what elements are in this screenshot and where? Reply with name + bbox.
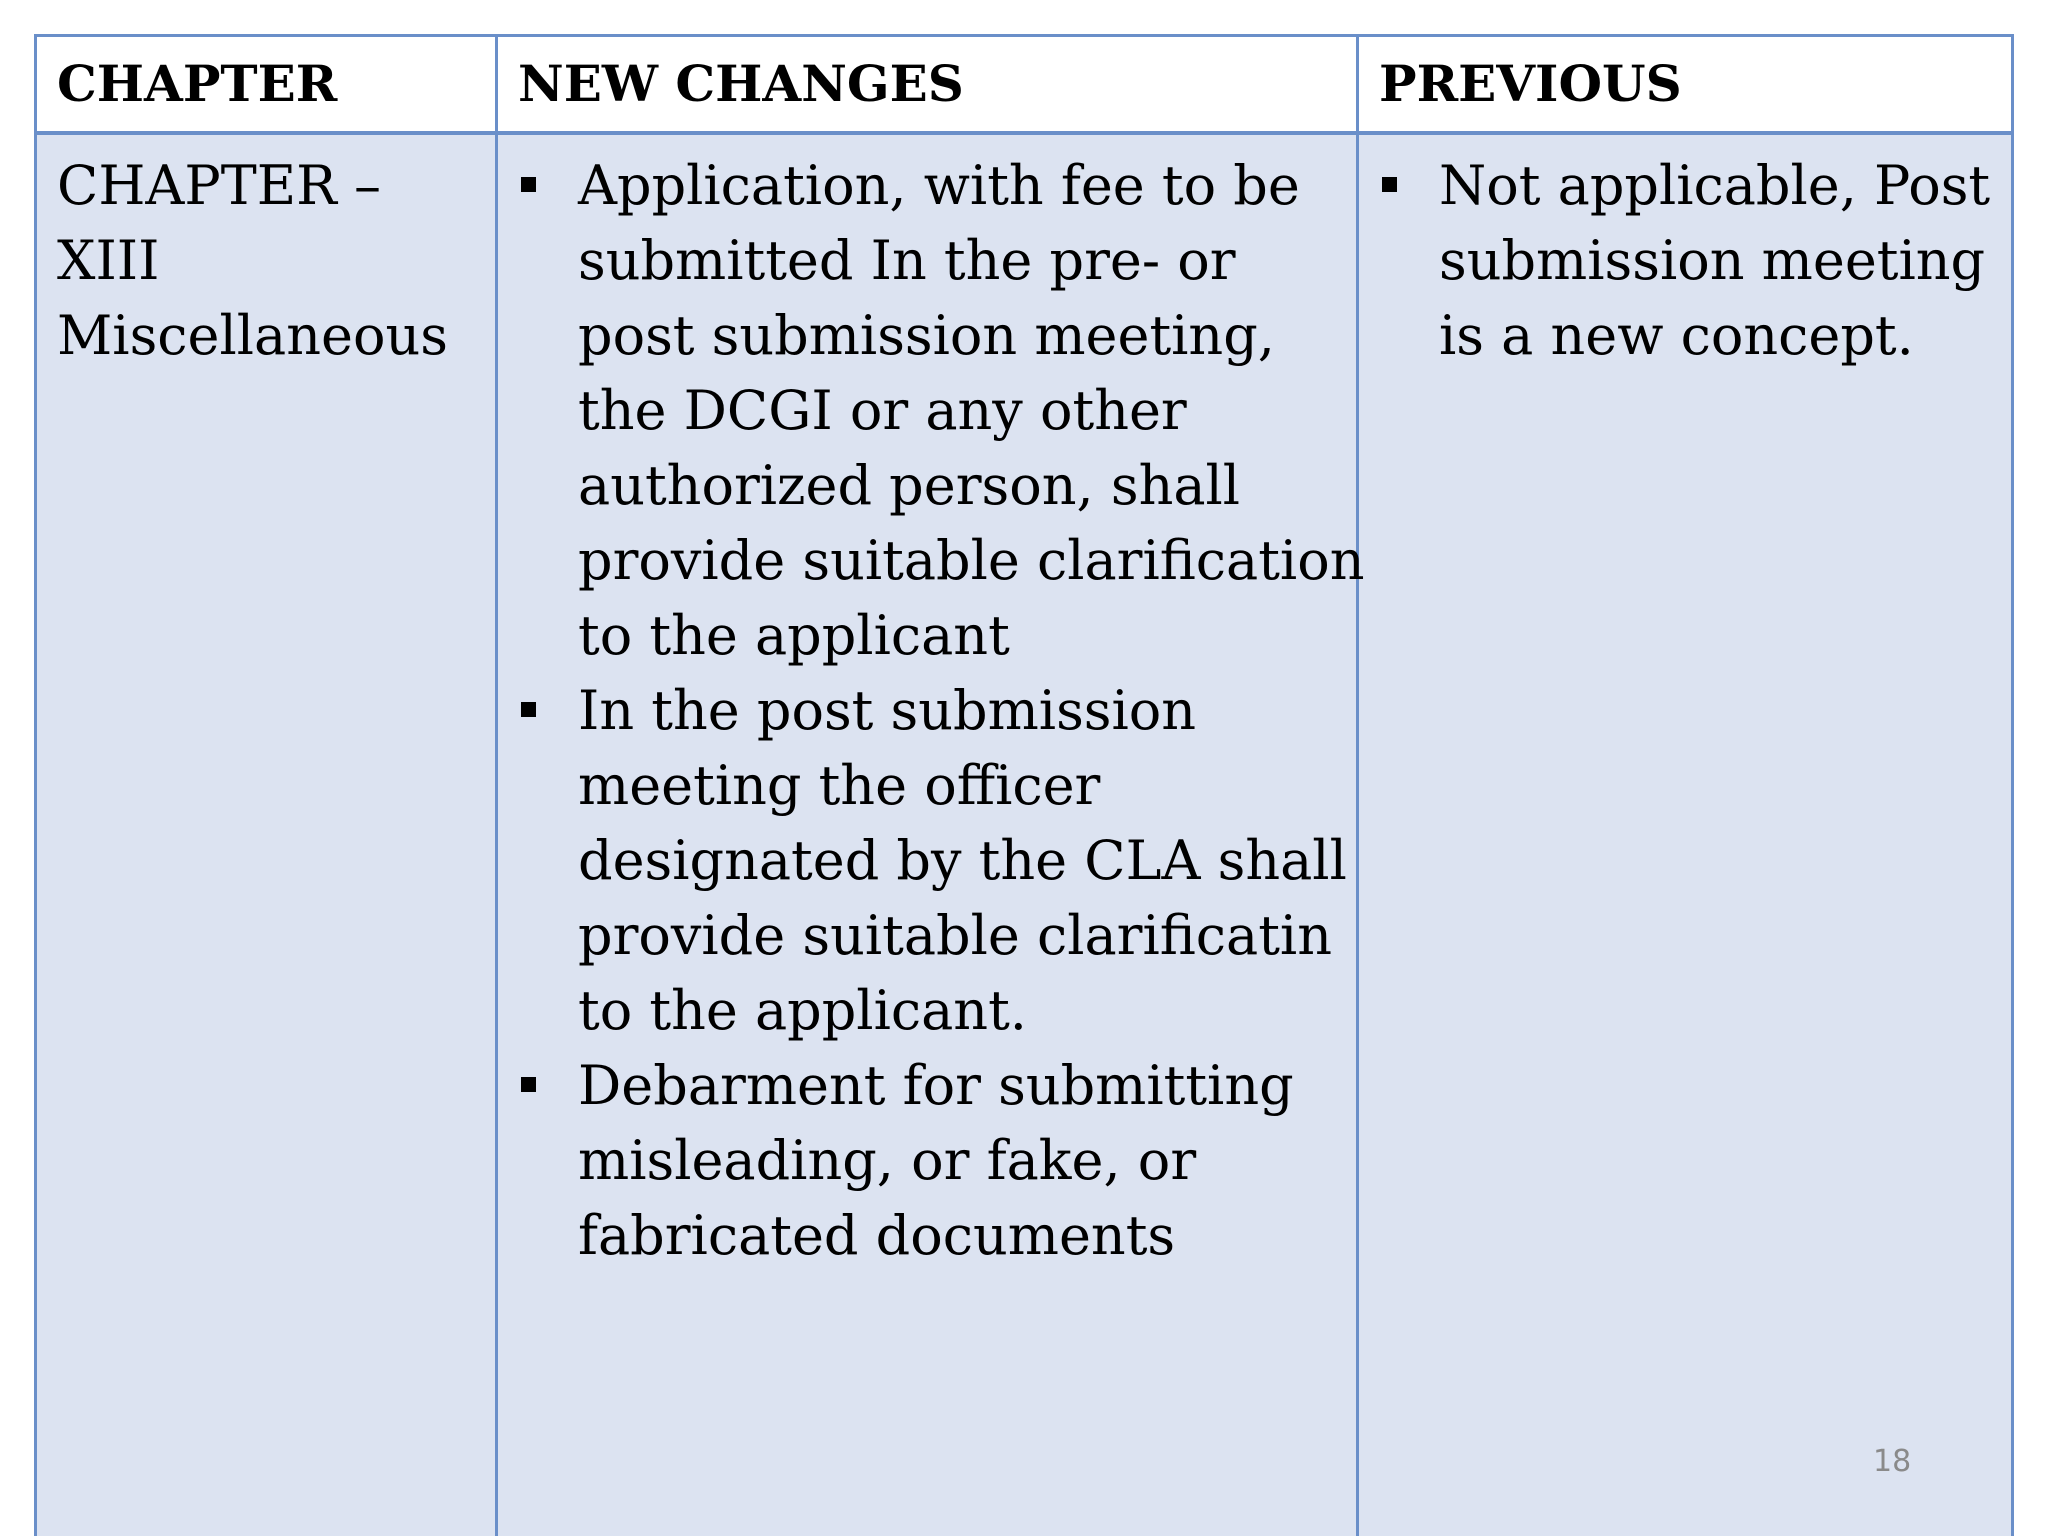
previous-list bbox=[1379, 148, 2019, 373]
header-chapter: CHAPTER bbox=[57, 54, 338, 113]
table-header-row bbox=[37, 37, 2011, 135]
list-item bbox=[1379, 148, 2019, 373]
list-item bbox=[518, 673, 1368, 1048]
list-item-text: Debarment for submitting misleading, or fake, or fabricated documents bbox=[578, 1054, 1294, 1267]
page-number: 18 bbox=[1873, 1444, 1912, 1479]
list-item-text: In the post submission meeting the officer designated by the CLA shall provide suitable clarificatin to the applicant. bbox=[578, 679, 1347, 1042]
header-new-changes: NEW CHANGES bbox=[518, 54, 964, 113]
chapter-line: XIII bbox=[57, 229, 160, 292]
header-previous: PREVIOUS bbox=[1379, 54, 1682, 113]
cell-previous bbox=[1379, 148, 2019, 373]
list-item-text: Not applicable, Post submission meeting is a new concept. bbox=[1439, 154, 1991, 367]
cell-chapter bbox=[57, 148, 487, 373]
square-bullet-icon bbox=[1382, 177, 1397, 192]
comparison-table bbox=[34, 34, 2014, 1536]
column-divider bbox=[495, 37, 498, 1536]
list-item bbox=[518, 1048, 1368, 1273]
new-changes-list bbox=[518, 148, 1368, 1273]
list-item bbox=[518, 148, 1368, 673]
list-item-text: Application, with fee to be submitted In the pre- or post submission meeting, the DCGI or any other authorized person, shall provide suitable clarification to the applicant bbox=[578, 154, 1365, 667]
square-bullet-icon bbox=[521, 1077, 536, 1092]
chapter-line: Miscellaneous bbox=[57, 304, 448, 367]
square-bullet-icon bbox=[521, 702, 536, 717]
cell-new-changes bbox=[518, 148, 1368, 1273]
square-bullet-icon bbox=[521, 177, 536, 192]
chapter-line: CHAPTER – bbox=[57, 154, 381, 217]
